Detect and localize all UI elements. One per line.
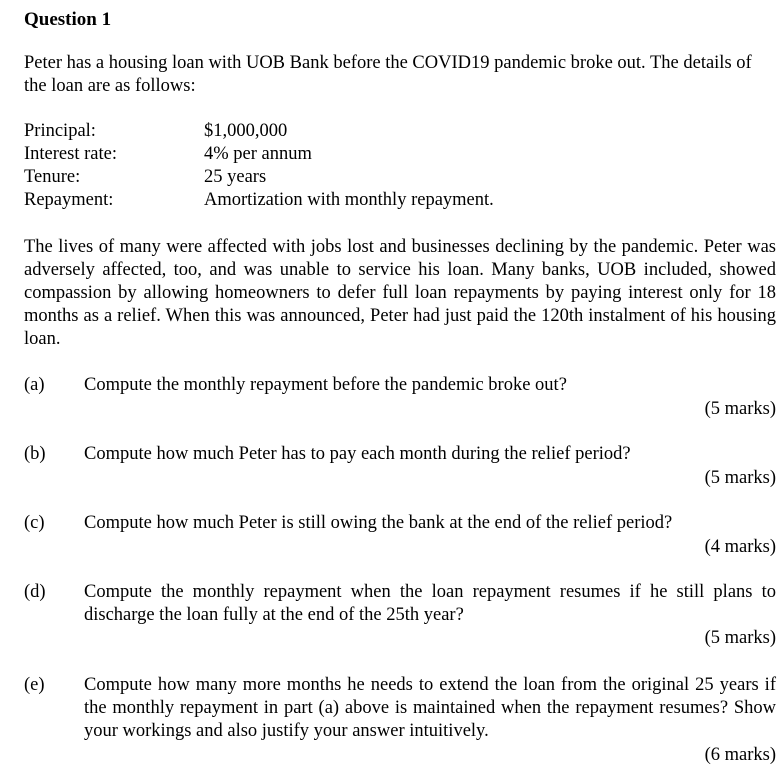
detail-row-tenure: [24, 166, 776, 189]
detail-label: Principal:: [24, 121, 96, 141]
question-narrative: The lives of many were affected with jobs lost and businesses declining by the pandemic. Peter was adversely affected, too, and was unable to service his loan. Many banks, UOB included, showed compassion by allowing homeowners to defer full loan repayments by paying interest only for 18 months as a relief. When this was announced, Peter had just paid the 120th instalment of his housing loan.: [24, 237, 776, 349]
detail-label: Tenure:: [24, 167, 81, 187]
detail-row-interest-rate: [24, 143, 776, 166]
part-marks: (5 marks): [704, 468, 776, 488]
detail-value: 25 years: [204, 167, 267, 187]
detail-label: Interest rate:: [24, 144, 117, 164]
detail-value: $1,000,000: [204, 121, 288, 141]
detail-row-principal: [24, 120, 776, 143]
part-text: Compute the monthly repayment before the pandemic broke out?: [84, 375, 567, 395]
part-text: Compute how much Peter is still owing the bank at the end of the relief period?: [84, 513, 673, 533]
detail-label: Repayment:: [24, 190, 114, 210]
part-letter: (d): [24, 582, 46, 602]
detail-value: 4% per annum: [204, 144, 312, 164]
detail-value: Amortization with monthly repayment.: [204, 190, 494, 210]
part-text: Compute how much Peter has to pay each month during the relief period?: [84, 444, 631, 464]
part-marks: (5 marks): [704, 399, 776, 419]
part-marks: (6 marks): [704, 745, 776, 765]
part-letter: (a): [24, 375, 45, 395]
part-letter: (c): [24, 513, 45, 533]
part-text: Compute the monthly repayment when the loan repayment resumes if he still plans to discharge the loan fully at the end of the 25th year?: [84, 582, 776, 625]
part-letter: (e): [24, 675, 45, 695]
part-marks: (5 marks): [704, 628, 776, 648]
loan-details: [24, 120, 776, 212]
part-text: Compute how many more months he needs to extend the loan from the original 25 years if the monthly repayment in part (a) above is maintained when the repayment resumes? Show your workings and also justify your answer intuitively.: [84, 675, 776, 741]
part-letter: (b): [24, 444, 46, 464]
question-title: Question 1: [24, 9, 112, 30]
part-marks: (4 marks): [704, 537, 776, 557]
detail-row-repayment: [24, 189, 776, 212]
question-intro: Peter has a housing loan with UOB Bank before the COVID19 pandemic broke out. The details of the loan are as follows:: [24, 53, 752, 96]
